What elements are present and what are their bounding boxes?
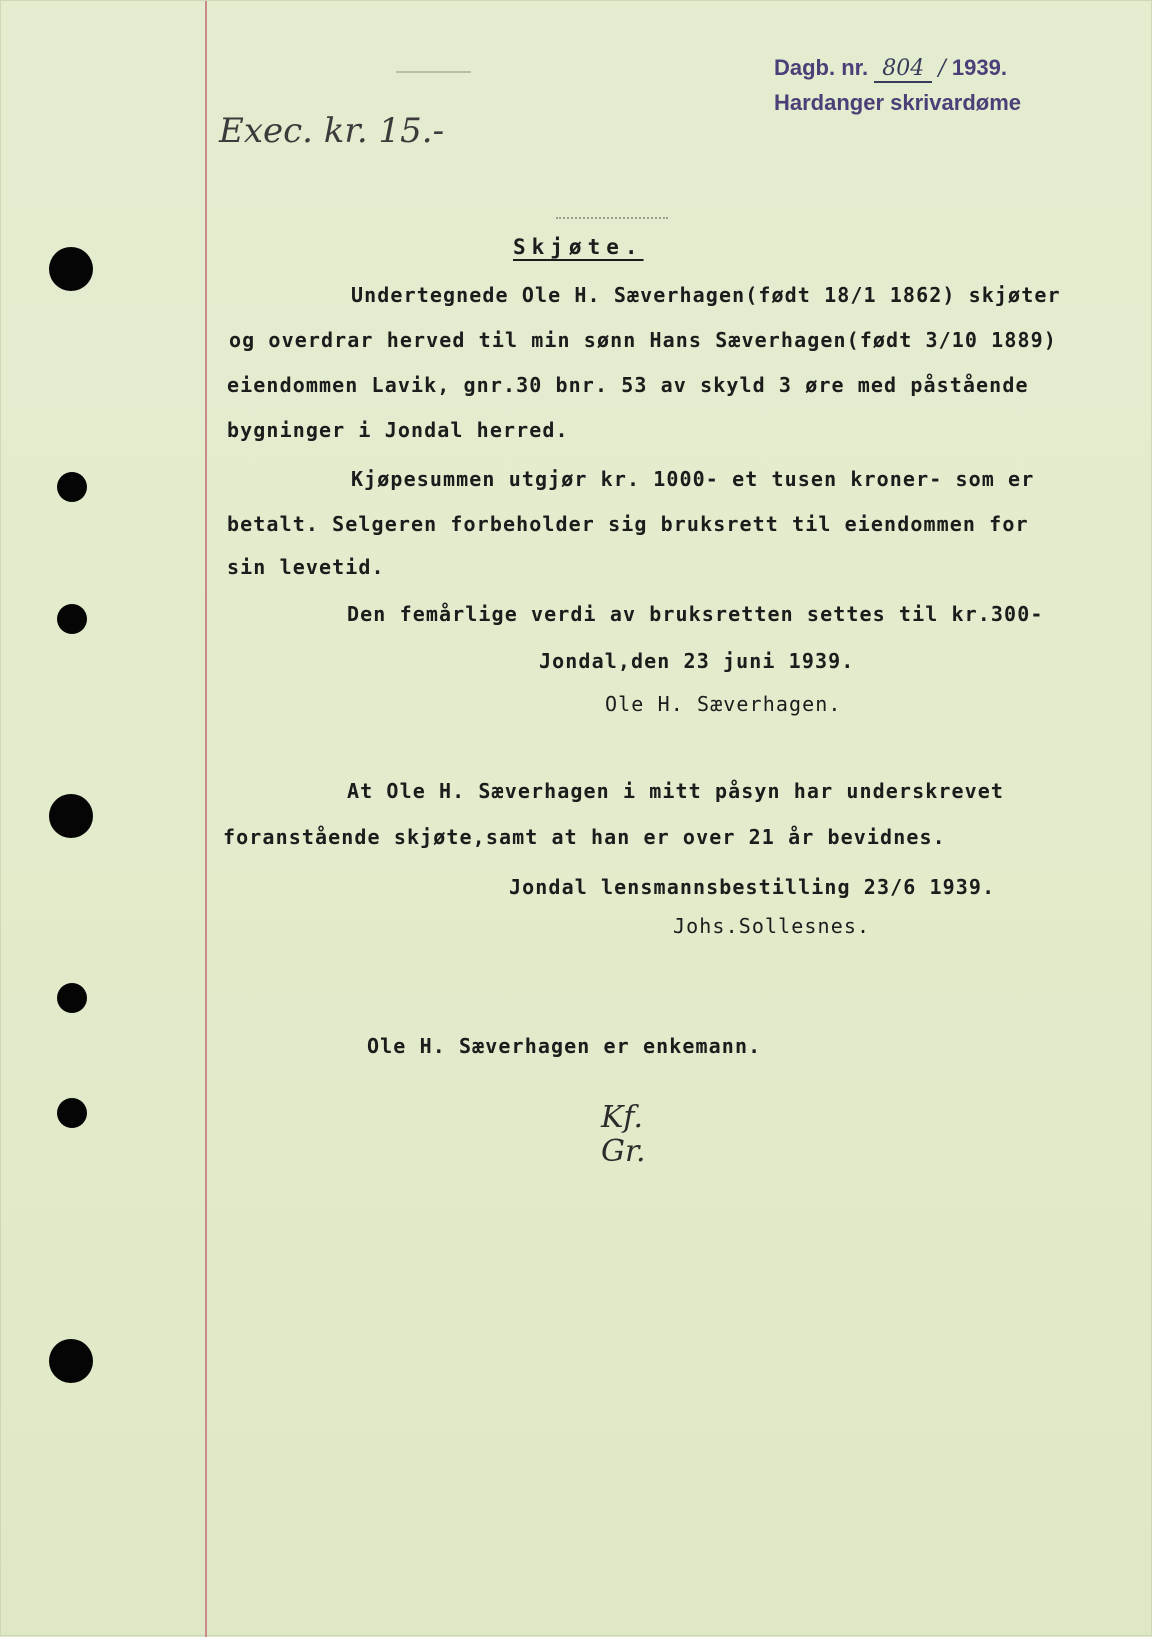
text-line: Ole H. Sæverhagen er enkemann. [367, 1034, 762, 1058]
divider [396, 71, 471, 73]
punch-hole-icon [49, 794, 93, 838]
text-line: og overdrar herved til min sønn Hans Sæverhagen(født 3/10 1889) [229, 328, 1057, 352]
punch-hole-icon [57, 604, 87, 634]
initial-line: Gr. [601, 1134, 646, 1169]
registry-stamp [774, 51, 1021, 120]
initial-line: Kf. [601, 1100, 643, 1135]
punch-hole-icon [49, 247, 93, 291]
signature-line: Ole H. Sæverhagen. [605, 692, 842, 716]
document-title: Skjøte. [513, 235, 644, 259]
text-line: Jondal,den 23 juni 1939. [539, 649, 855, 673]
text-line: eiendommen Lavik, gnr.30 bnr. 53 av skyld 3 øre med påstående [227, 373, 1029, 397]
punch-hole-icon [49, 1339, 93, 1383]
text-line: Den femårlige verdi av bruksretten settes til kr.300- [347, 602, 1044, 626]
punch-hole-icon [57, 983, 87, 1013]
margin-line [205, 1, 207, 1637]
stamp-number: 804 [874, 56, 932, 83]
text-line: Jondal lensmannsbestilling 23/6 1939. [509, 875, 996, 899]
margin-note: Exec. kr. 15.- [219, 111, 445, 151]
stamp-separator: / [938, 56, 946, 81]
text-line: Undertegnede Ole H. Sæverhagen(født 18/1 1862) skjøter [351, 283, 1061, 307]
text-line: At Ole H. Sæverhagen i mitt påsyn har underskrevet [347, 779, 1005, 803]
stamp-office: Hardanger skrivardøme [774, 90, 1021, 115]
punch-hole-icon [57, 1098, 87, 1128]
text-line: betalt. Selgeren forbeholder sig bruksrett til eiendommen for [227, 512, 1029, 536]
text-line: sin levetid. [227, 555, 385, 579]
handwritten-initials [601, 1101, 646, 1169]
signature-line: Johs.Sollesnes. [673, 914, 871, 938]
text-line: bygninger i Jondal herred. [227, 418, 569, 442]
divider [556, 217, 668, 219]
stamp-year: 1939. [951, 55, 1007, 80]
text-line: foranstående skjøte,samt at han er over 21 år bevidnes. [223, 825, 946, 849]
stamp-label: Dagb. nr. [774, 55, 869, 80]
text-line: Kjøpesummen utgjør kr. 1000- et tusen kroner- som er [351, 467, 1035, 491]
punch-hole-icon [57, 472, 87, 502]
